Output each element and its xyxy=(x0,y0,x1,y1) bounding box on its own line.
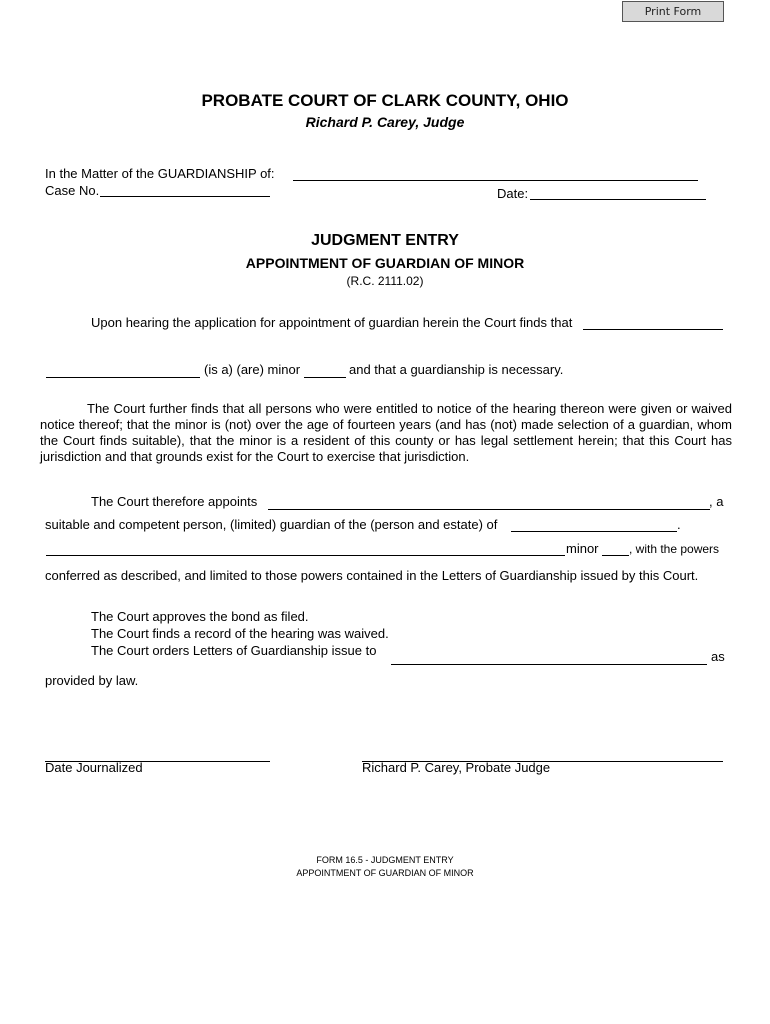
minor-name-field[interactable] xyxy=(46,377,200,378)
guardianship-name-field[interactable] xyxy=(293,180,698,181)
guardian-name-field[interactable] xyxy=(268,509,710,510)
print-form-button[interactable]: Print Form xyxy=(622,1,724,22)
as-text: as xyxy=(711,649,725,664)
competent-text: suitable and competent person, (limited) guardian of the (person and estate) of xyxy=(45,517,498,532)
minor-plural-field[interactable] xyxy=(602,555,629,556)
statute-reference: (R.C. 2111.02) xyxy=(346,274,424,288)
record-text: The Court finds a record of the hearing was waived. xyxy=(91,626,389,641)
date-journalized-label: Date Journalized xyxy=(45,760,143,775)
minor-status-text: (is a) (are) minor xyxy=(204,362,301,377)
minor-label: minor xyxy=(566,541,599,556)
date-label: Date: xyxy=(497,186,529,201)
bond-text: The Court approves the bond as filed. xyxy=(91,609,309,624)
form-number: FORM 16.5 - JUDGMENT ENTRY xyxy=(316,855,454,865)
judge-subtitle: Richard P. Carey, Judge xyxy=(305,114,465,130)
matter-label: In the Matter of the GUARDIANSHIP of: xyxy=(45,166,275,181)
document-subtitle: APPOINTMENT OF GUARDIAN OF MINOR xyxy=(245,255,525,271)
finding-field[interactable] xyxy=(583,329,723,330)
letters-text: The Court orders Letters of Guardianship issue to xyxy=(91,643,377,658)
date-field[interactable] xyxy=(530,199,706,200)
powers-text: , with the powers xyxy=(629,542,720,556)
appoints-a-text: , a xyxy=(709,494,724,509)
letters-issue-field[interactable] xyxy=(391,664,707,665)
appoints-text: The Court therefore appoints xyxy=(91,494,258,509)
judge-signature-label: Richard P. Carey, Probate Judge xyxy=(362,760,551,775)
further-finds-paragraph: The Court further finds that all persons who were entitled to notice of the hearing thereon were given or waived notice thereof; that the minor is (not) over the age of fourteen years (and has (not) made selection of a guardian, whom the Court finds suitable), that the minor is a resident of this county or has legal settlement herein; that this Court has jurisdiction and that grounds exist for the Court to exercise that jurisdiction. xyxy=(40,401,732,464)
case-no-field[interactable] xyxy=(100,196,270,197)
ward-name-field[interactable] xyxy=(511,531,677,532)
conferred-text: conferred as described, and limited to those powers contained in the Letters of Guardianship issued by this Court. xyxy=(45,568,699,583)
competent-end-text: . xyxy=(677,517,681,532)
provided-text: provided by law. xyxy=(45,673,139,688)
court-title: PROBATE COURT OF CLARK COUNTY, OHIO xyxy=(201,91,569,110)
document-title: JUDGMENT ENTRY xyxy=(311,232,459,249)
minor-count-field[interactable] xyxy=(304,377,346,378)
necessary-text: and that a guardianship is necessary. xyxy=(349,362,564,377)
form-subtitle: APPOINTMENT OF GUARDIAN OF MINOR xyxy=(296,868,474,878)
finding-intro-text: Upon hearing the application for appointment of guardian herein the Court finds that xyxy=(91,315,573,330)
case-no-label: Case No. xyxy=(45,183,100,198)
ward-full-name-field[interactable] xyxy=(46,555,565,556)
